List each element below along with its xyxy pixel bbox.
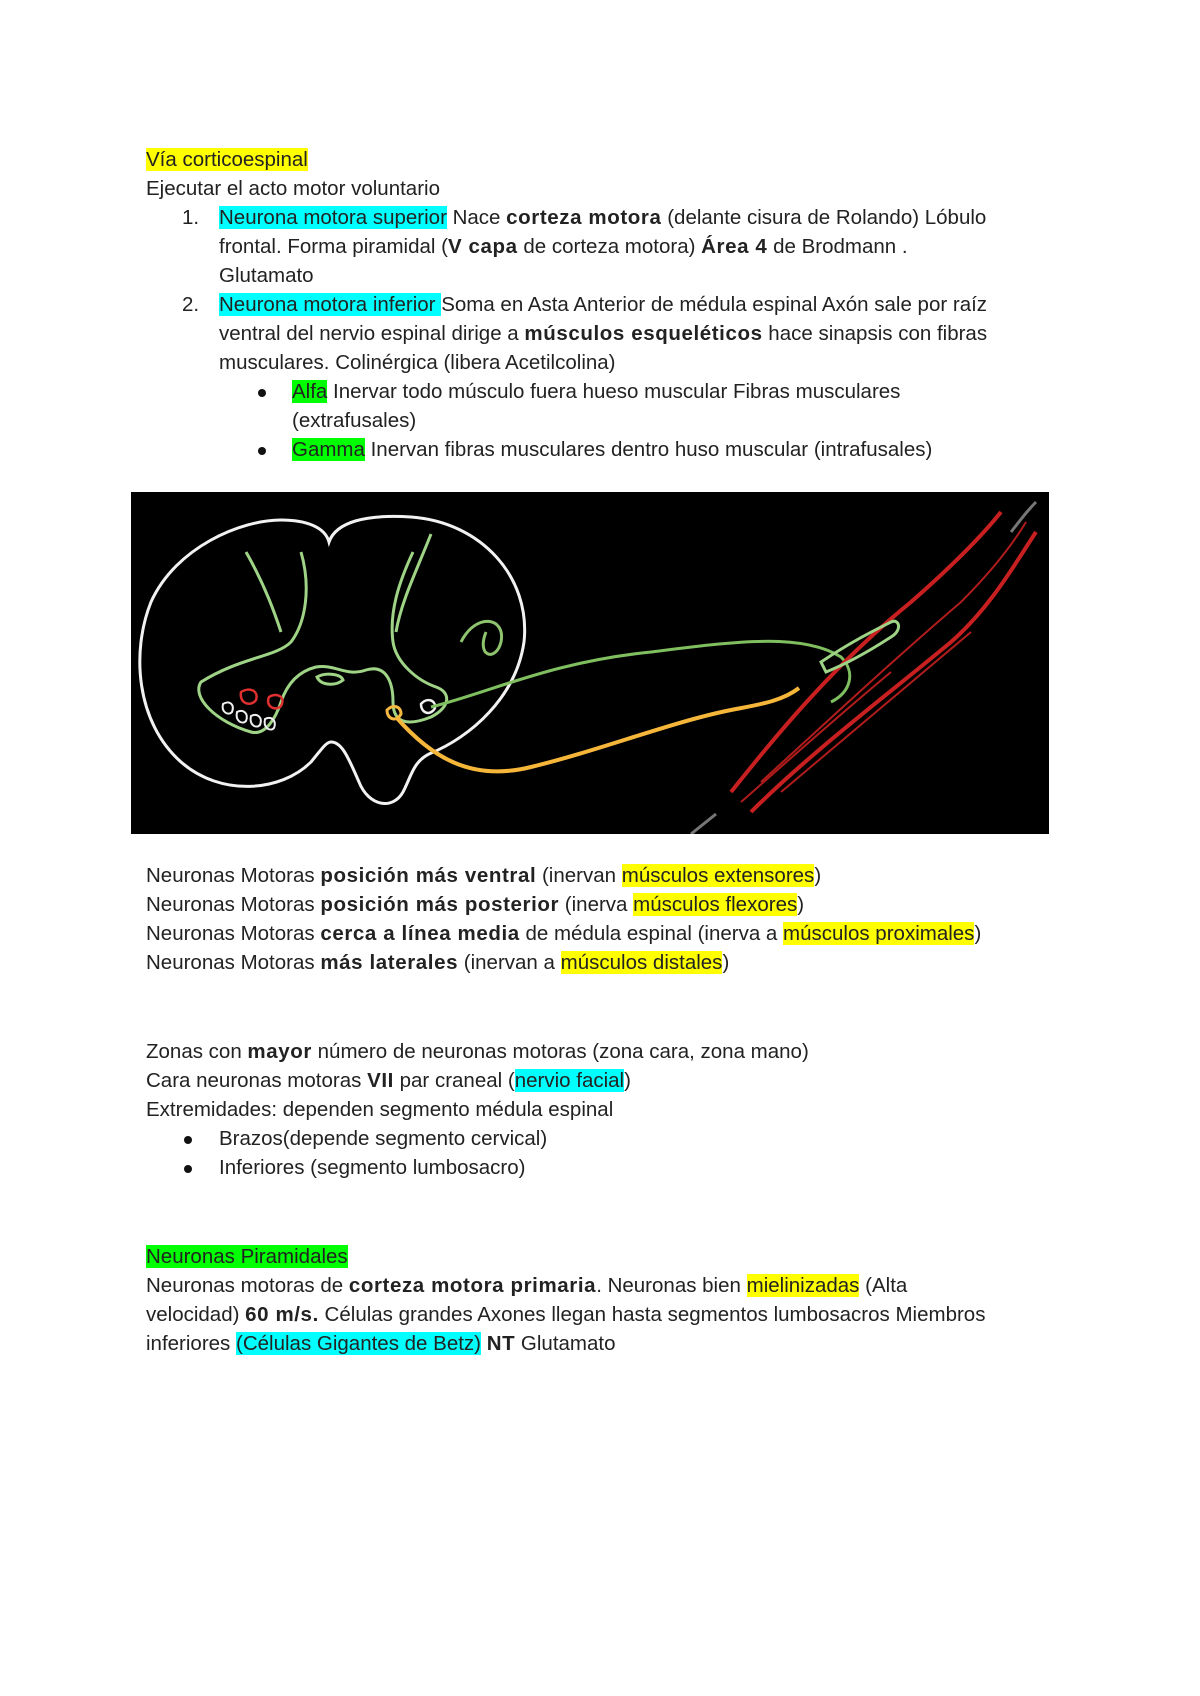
bullet-icon bbox=[184, 1165, 192, 1173]
spinal-cord-outline bbox=[140, 516, 525, 803]
position-line-4: Neuronas Motoras más laterales (inervan a músculos distales) bbox=[146, 951, 730, 974]
bullet-icon bbox=[258, 389, 266, 397]
section-title: Vía corticoespinal bbox=[146, 148, 308, 171]
sub-item-alfa-line2: (extrafusales) bbox=[292, 409, 417, 432]
sub-item-alfa: Alfa Inervar todo músculo fuera hueso muscular Fibras musculares bbox=[292, 380, 901, 403]
pyramidal-line-2: velocidad) 60 m/s. Células grandes Axones llegan hasta segmentos lumbosacros Miembros bbox=[146, 1303, 986, 1326]
pyramidal-line-3: inferiores (Células Gigantes de Betz) NT Glutamato bbox=[146, 1332, 616, 1355]
zones-bullet-1: Brazos(depende segmento cervical) bbox=[219, 1127, 548, 1150]
zones-bullet-2: Inferiores (segmento lumbosacro) bbox=[219, 1156, 526, 1179]
bullet-icon bbox=[258, 447, 266, 455]
zones-line-3: Extremidades: dependen segmento médula espinal bbox=[146, 1098, 614, 1121]
zones-line-1: Zonas con mayor número de neuronas motoras (zona cara, zona mano) bbox=[146, 1040, 809, 1063]
sub-item-gamma: Gamma Inervan fibras musculares dentro huso muscular (intrafusales) bbox=[292, 438, 933, 461]
list-item-1-line2: frontal. Forma piramidal (V capa de corteza motora) Área 4 de Brodmann . bbox=[219, 235, 908, 258]
bullet-icon bbox=[184, 1136, 192, 1144]
central-canal bbox=[317, 674, 343, 684]
list-item-1-line3: Glutamato bbox=[219, 264, 314, 287]
section-subtitle: Ejecutar el acto motor voluntario bbox=[146, 177, 440, 200]
pyramidal-title: Neuronas Piramidales bbox=[146, 1245, 348, 1268]
position-line-1: Neuronas Motoras posición más ventral (inervan músculos extensores) bbox=[146, 864, 822, 887]
list-item-2-line3: musculares. Colinérgica (libera Acetilcolina) bbox=[219, 351, 616, 374]
gray-matter bbox=[199, 552, 447, 733]
document-page: Vía corticoespinal Ejecutar el acto motor voluntario 1. Neurona motora superior Nace corteza motora (delante cisura de Rolando) Lóbulo frontal. Forma piramidal (V capa de corteza motora) Área 4 de Brodmann . Glutamato 2. Neurona motora inferior Soma en Asta Anterior de médula espinal Axón sale por raíz ventral del nervio espinal dirige a músculos esqueléticos hace sinapsis con fibras musculares. Colinérgica (libera Acetilcolina) Alfa Inervar todo músculo fuera hueso muscular Fibras musculares (extrafusales) Gamma Inervan fibras musculares dentro huso muscular (intrafusales) Neuronas Motoras posición más ventral (inervan músculos extensores) Neuronas Motoras posición más posterior (inerva músculos flexores) Neuronas Motoras cerca a línea media de médula espinal (inerva a músculos proximales) Neuronas Motoras más laterales (inervan a músculos distales) Zonas con mayor número de neuronas motoras (zona cara, zona mano) Cara neuronas motoras VII par craneal (nervio facial) Extremidades: dependen segmento médula espinal Brazos(depende segmento cervical) Inferiores (segmento lumbosacro) Neuronas Piramidales Neuronas motoras de corteza motora primaria. Neuronas bien mielinizadas (Alta velocidad) 60 m/s. Células grandes Axones llegan hasta segmentos lumbosacros Miembros inferiores (Células Gigantes de Betz) NT Glutamato bbox=[0, 0, 1200, 1696]
list-item-2-line2: ventral del nervio espinal dirige a músculos esqueléticos hace sinapsis con fibras bbox=[219, 322, 988, 345]
position-line-2: Neuronas Motoras posición más posterior (inerva músculos flexores) bbox=[146, 893, 805, 916]
zones-line-2: Cara neuronas motoras VII par craneal (nervio facial) bbox=[146, 1069, 631, 1092]
diagram-svg bbox=[131, 492, 1049, 834]
position-line-3: Neuronas Motoras cerca a línea media de médula espinal (inerva a músculos proximales) bbox=[146, 922, 982, 945]
spinal-cord-diagram bbox=[131, 492, 1049, 834]
pyramidal-line-1: Neuronas motoras de corteza motora primaria. Neuronas bien mielinizadas (Alta bbox=[146, 1274, 908, 1297]
